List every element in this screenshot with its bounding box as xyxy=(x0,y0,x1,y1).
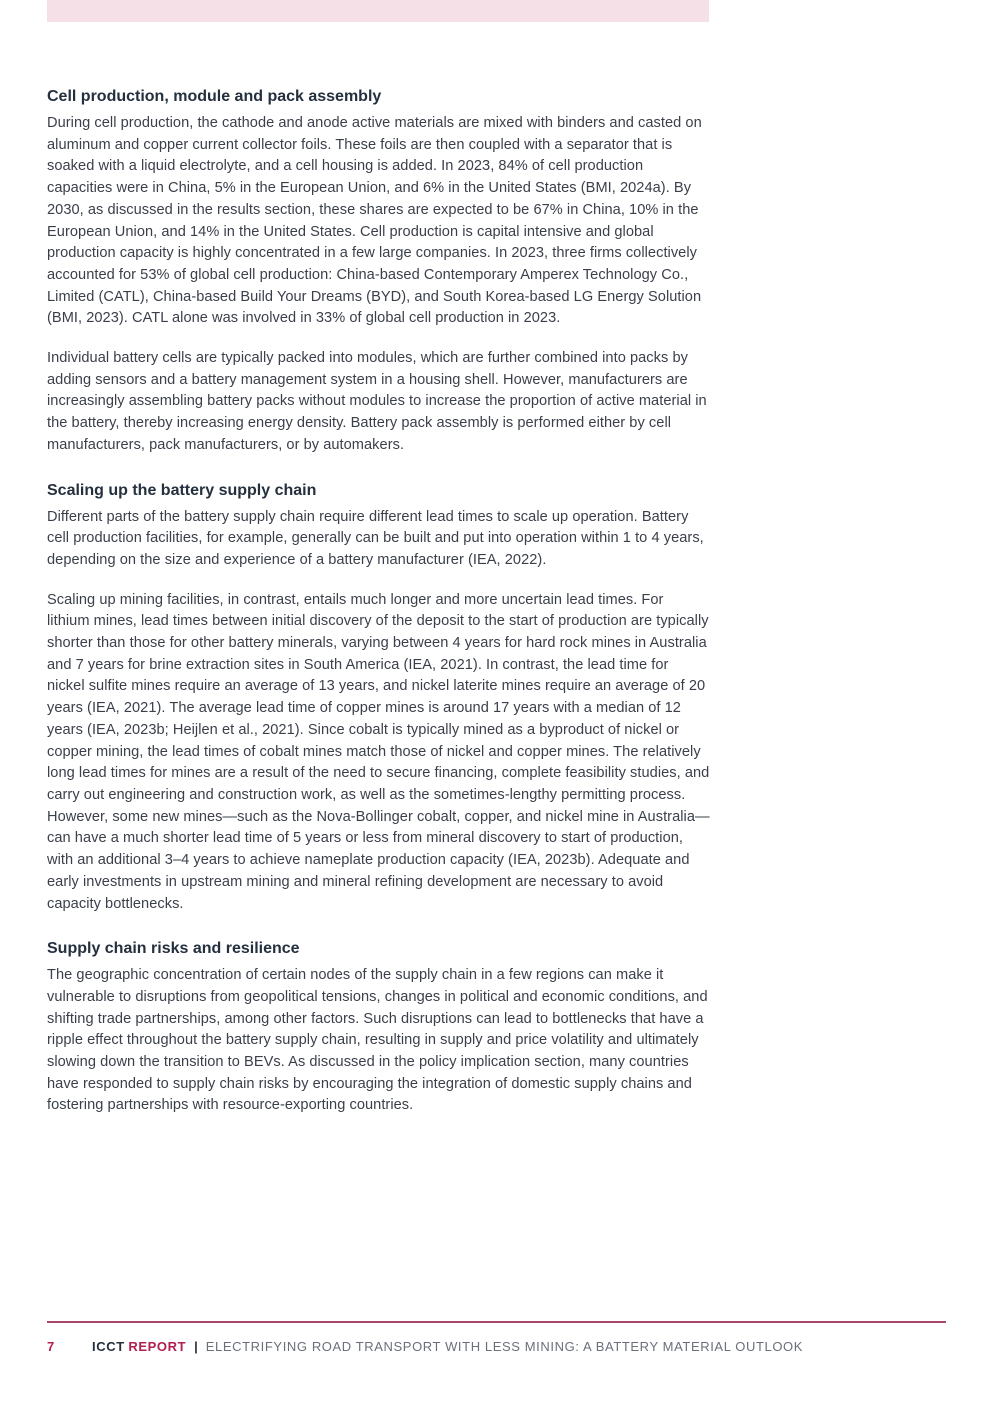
section-heading: Cell production, module and pack assembly xyxy=(47,88,382,105)
footer-report-label: REPORT xyxy=(128,1339,187,1354)
body-paragraph: The geographic concentration of certain nodes of the supply chain in a few regions can make it vulnerable to disruptions from geopolitical tensions, changes in political and economic conditions, and shifting trade partnerships, among other factors. Such disruptions can lead to bottlenecks that have a ripple effect throughout the battery supply chain, resulting in supply and price volatility and ultimately slowing down the transition to BEVs. As discussed in the policy implication section, many countries have responded to supply chain risks by encouraging the integration of domestic supply chains and fostering partnerships with resource-exporting countries. xyxy=(47,967,708,1114)
page-number: 7 xyxy=(47,1339,55,1354)
body-paragraph: During cell production, the cathode and anode active materials are mixed with binders and casted on aluminum and copper current collector foils. These foils are then coupled with a separator that is soaked with a liquid electrolyte, and a cell housing is added. In 2023, 84% of cell production capacities were in China, 5% in the European Union, and 6% in the United States (BMI, 2024a). By 2030, as discussed in the results section, these shares are expected to be 67% in China, 10% in the European Union, and 14% in the United States. Cell production is capital intensive and global production capacity is highly concentrated in a few large companies. In 2023, three firms collectively accounted for 53% of global cell production: China-based Contemporary Amperex Technology Co., Limited (CATL), China-based Build Your Dreams (BYD), and South Korea-based LG Energy Solution (BMI, 2023). CATL alone was involved in 33% of global cell production in 2023. xyxy=(47,115,702,327)
body-paragraph: Individual battery cells are typically packed into modules, which are further combined into packs by adding sensors and a battery management system in a housing shell. However, manufacturers are increasingly assembling battery packs without modules to increase the proportion of active material in the battery, thereby increasing energy density. Battery pack assembly is performed either by cell manufacturers, pack manufacturers, or by automakers. xyxy=(47,350,707,453)
body-paragraph: Different parts of the battery supply chain require different lead times to scale up operation. Battery cell production facilities, for example, generally can be built and put into operation within 1 to 4 years, depending on the size and experience of a battery manufacturer (IEA, 2022). xyxy=(47,508,704,568)
footer-divider xyxy=(47,1321,946,1323)
footer-separator: | xyxy=(194,1339,198,1354)
document-body xyxy=(47,86,710,1135)
body-paragraph: Scaling up mining facilities, in contrast, entails much longer and more uncertain lead times. For lithium mines, lead times between initial discovery of the deposit to the start of production are typically shorter than those for other battery minerals, varying between 4 years for hard rock mines in Australia and 7 years for brine extraction sites in South America (IEA, 2021). In contrast, the lead time for nickel sulfite mines require an average of 13 years, and nickel laterite mines require an average of 20 years (IEA, 2021). The average lead time of copper mines is around 17 years with a median of 12 years (IEA, 2023b; Heijlen et al., 2021). Since cobalt is typically mined as a byproduct of nickel or copper mining, the lead times of cobalt mines match those of nickel and copper mines. The relatively long lead times for mines are a result of the need to secure financing, complete feasibility studies, and carry out engineering and construction work, as well as the sometimes-lengthy permitting process. However, some new mines—such as the Nova-Bollinger cobalt, copper, and nickel mine in Australia—can have a much shorter lead time of 5 years or less from mineral discovery to start of production, with an additional 3–4 years to achieve nameplate production capacity (IEA, 2023b). Adequate and early investments in upstream mining and mineral refining development are necessary to avoid capacity bottlenecks. xyxy=(47,591,710,912)
page-footer xyxy=(47,1338,803,1356)
footer-report-title: ELECTRIFYING ROAD TRANSPORT WITH LESS MINING: A BATTERY MATERIAL OUTLOOK xyxy=(205,1339,804,1354)
section-scaling-up xyxy=(47,480,710,916)
section-heading: Scaling up the battery supply chain xyxy=(47,481,317,499)
top-callout-band xyxy=(47,0,709,22)
section-supply-chain-risks xyxy=(47,938,710,1117)
section-cell-production xyxy=(47,86,710,457)
footer-org: ICCT xyxy=(92,1339,125,1354)
section-heading: Supply chain risks and resilience xyxy=(47,940,300,958)
